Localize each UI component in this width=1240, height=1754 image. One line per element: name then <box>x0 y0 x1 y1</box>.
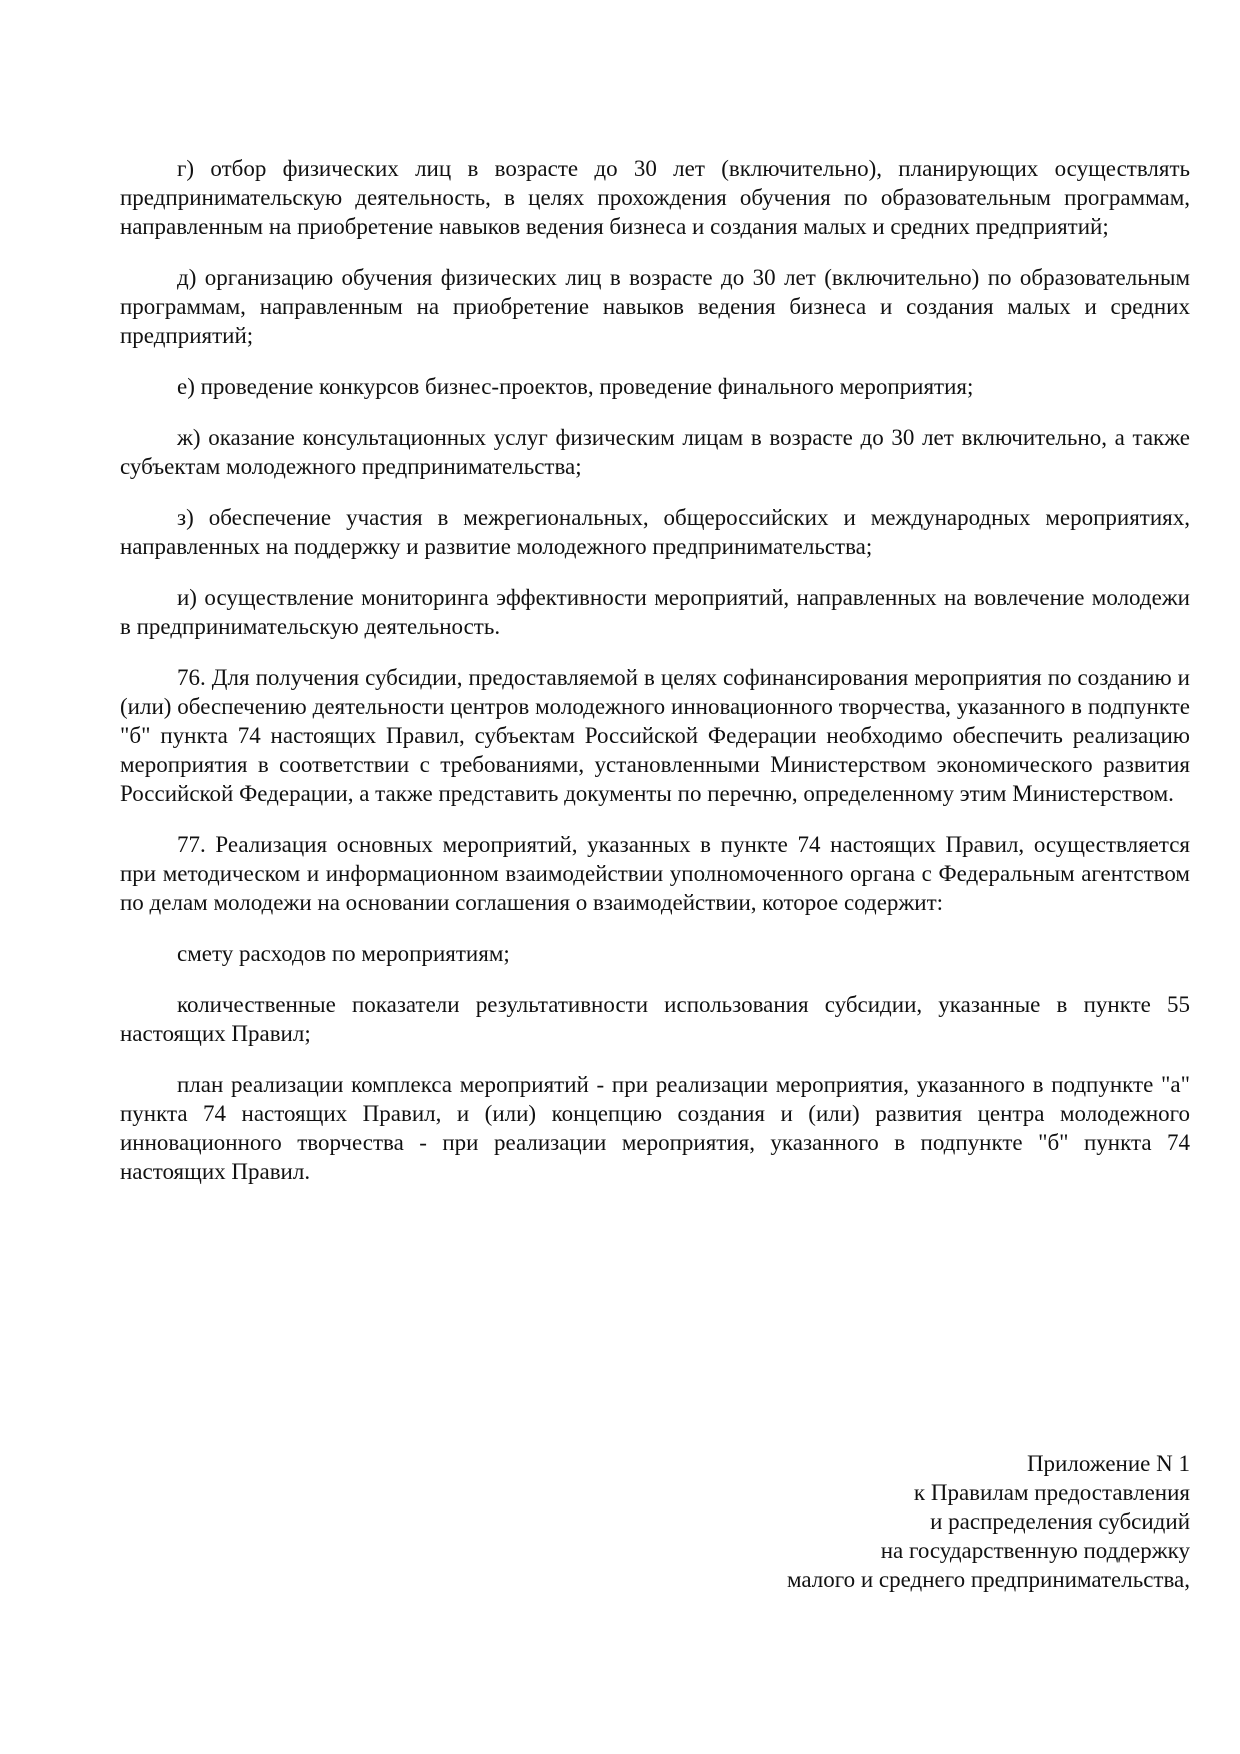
paragraph-i: и) осуществление мониторинга эффективности мероприятий, направленных на вовлечение молодежи в предпринимательскую деятельность. <box>120 585 1190 639</box>
appendix-line: на государственную поддержку <box>880 1538 1190 1563</box>
appendix-line: к Правилам предоставления <box>913 1480 1190 1505</box>
appendix-line: малого и среднего предпринимательства, <box>786 1567 1190 1592</box>
paragraph-e: е) проведение конкурсов бизнес-проектов, проведение финального мероприятия; <box>177 374 974 399</box>
paragraph-indicators: количественные показатели результативности использования субсидии, указанные в пункте 55 настоящих Правил; <box>120 992 1190 1046</box>
document-body <box>120 154 1190 1208</box>
paragraph-z: з) обеспечение участия в межрегиональных, общероссийских и международных мероприятиях, направленных на поддержку и развитие молодежного предпринимательства; <box>120 505 1190 559</box>
paragraph-77: 77. Реализация основных мероприятий, указанных в пункте 74 настоящих Правил, осуществляется при методическом и информационном взаимодействии уполномоченного органа с Федеральным агентством по делам молодежи на основании соглашения о взаимодействии, которое содержит: <box>120 832 1190 915</box>
paragraph-zh: ж) оказание консультационных услуг физическим лицам в возрасте до 30 лет включительно, а также субъектам молодежного предпринимательства; <box>120 425 1190 479</box>
appendix-line: Приложение N 1 <box>1026 1451 1190 1476</box>
paragraph-d: д) организацию обучения физических лиц в возрасте до 30 лет (включительно) по образовательным программам, направленным на приобретение навыков ведения бизнеса и создания малых и средних предприятий; <box>120 265 1190 348</box>
appendix-header <box>787 1449 1190 1594</box>
paragraph-plan: план реализации комплекса мероприятий - при реализации мероприятия, указанного в подпункте "а" пункта 74 настоящих Правил, и (или) концепцию создания и (или) развития центра молодежного инновационного творчества - при реализации мероприятия, указанного в подпункте "б" пункта 74 настоящих Правил. <box>120 1072 1190 1184</box>
paragraph-estimate: смету расходов по мероприятиям; <box>177 941 510 966</box>
paragraph-76: 76. Для получения субсидии, предоставляемой в целях софинансирования мероприятия по созданию и (или) обеспечению деятельности центров молодежного инновационного творчества, указанного в подпункте "б" пункта 74 настоящих Правил, субъектам Российской Федерации необходимо обеспечить реализацию мероприятия в соответствии с требованиями, установленными Министерством экономического развития Российской Федерации, а также представить документы по перечню, определенному этим Министерством. <box>120 665 1190 806</box>
appendix-line: и распределения субсидий <box>930 1509 1190 1534</box>
paragraph-g: г) отбор физических лиц в возрасте до 30 лет (включительно), планирующих осуществлять предпринимательскую деятельность, в целях прохождения обучения по образовательным программам, направленным на приобретение навыков ведения бизнеса и создания малых и средних предприятий; <box>120 156 1190 239</box>
